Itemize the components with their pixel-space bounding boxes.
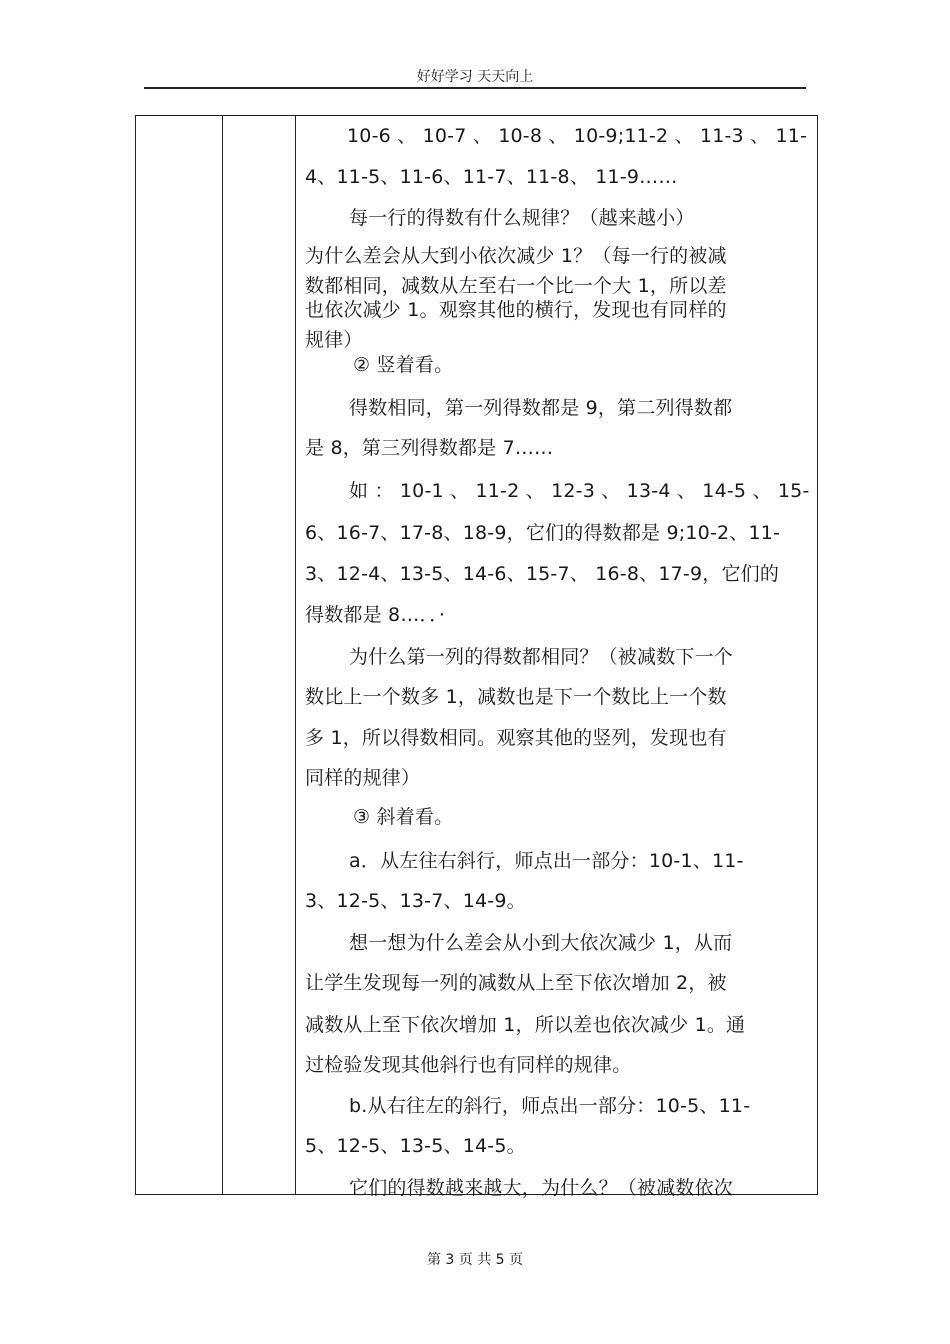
content-line: 过检验发现其他斜行也有同样的规律。 [305,1054,632,1076]
content-line: 让学生发现每一列的减数从上至下依次增加 2，被 [305,972,727,994]
content-line: 10-6 、 10-7 、 10-8 、 10-9;11-2 、 11-3 、 11- [347,125,808,147]
content-line: 5、12-5、13-5、14-5。 [305,1135,526,1157]
content-line: 减数从上至下依次增加 1，所以差也依次减少 1。通 [305,1014,746,1036]
content-line: 为什么第一列的得数都相同？（被减数下一个 [349,646,734,668]
content-line: a．从左往右斜行，师点出一部分：10-1、11- [349,850,744,872]
content-line: 它们的得数越来越大，为什么？（被减数依次 [349,1177,734,1199]
content-line: 也依次减少 1。观察其他的横行，发现也有同样的 [305,299,727,321]
content-line: 为什么差会从大到小依次减少 1？（每一行的被减 [305,245,727,267]
content-line: 同样的规律） [305,767,421,789]
content-line: 规律） [305,329,363,351]
content-line: 3、12-5、13-7、14-9。 [305,890,526,912]
content-line: b.从右往左的斜行，师点出一部分：10-5、11- [349,1095,751,1117]
content-line: 3、12-4、13-5、14-6、15-7、 16-8、17-9，它们的 [305,563,780,585]
content-line: 多 1，所以得数相同。观察其他的竖列，发现也有 [305,727,727,749]
content-line: 每一行的得数有什么规律？（越来越小） [349,207,695,229]
page-header: 好好学习 天天向上 [416,69,534,85]
page-number: 第 3 页 共 5 页 [426,1252,524,1268]
content-line: ③ 斜着看。 [353,806,454,828]
column-divider-1 [222,116,223,1194]
content-line: 想一想为什么差会从小到大依次减少 1，从而 [349,932,733,954]
content-line: 4、11-5、11-6、11-7、11-8、 11-9…… [305,166,678,188]
content-line: 得数相同，第一列得数都是 9，第二列得数都 [349,397,733,419]
column-divider-2 [295,116,296,1194]
content-line: 数都相同，减数从左至右一个比一个大 1，所以差 [305,275,727,297]
content-line: 是 8，第三列得数都是 7…… [305,437,554,459]
header-rule [144,87,806,89]
content-line: 数比上一个数多 1，减数也是下一个数比上一个数 [305,686,727,708]
content-line: 得数都是 8…．．· [305,604,446,626]
content-line: 6、16-7、17-8、18-9，它们的得数都是 9;10-2、11- [305,522,781,544]
content-line: ② 竖着看。 [353,354,454,376]
content-line: 如 ： 10-1 、 11-2 、 12-3 、 13-4 、 14-5 、 15- [349,480,810,502]
